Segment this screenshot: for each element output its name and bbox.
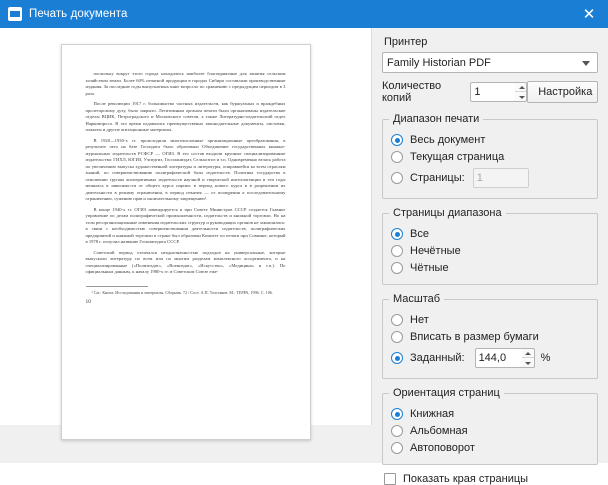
radio-label: Альбомная	[410, 425, 468, 437]
settings-pane	[372, 28, 608, 485]
preview-page-number: 10	[85, 298, 91, 305]
preview-footnote: ¹ См.: Книга: Исследования и материалы. Сборник. 72 / Сост. А.П. Толстяков. М.: ТЕРРА, 1996. С. 106.	[91, 289, 273, 295]
window-title: Печать документа	[29, 8, 128, 20]
radio-dot-icon	[391, 262, 403, 274]
range-pages-group	[382, 207, 598, 285]
printer-select-wrap	[382, 52, 598, 73]
preview-paragraph: Советский период отличался неоднозначностью подходов на универсальные, которые выпускали литературу по всем или по многим разделам комплексного ассортимента, и на специализированные («Политиздат», «Воениздат», «Искусство», «Медицина» и т.п.). По официальным данным, к началу 1980-х гг. в Советском Союзе еже-	[85, 249, 286, 275]
radio-dot-icon	[391, 425, 403, 437]
copies-label: Количество копий	[382, 80, 442, 104]
preview-paragraph: В 1920—1930-х гг. происходили многочисленные организационные преобразования, в результате чего на базе Госиздата было образовано Объединение государственных книжно-журнальных издательств РСФСР — ОГИЗ. В его состав входили крупные специализированные издательства: ГИХЛ, ЮГИЗ, Учпедгиз, Госпланиздат, Сельхозгиз и т.п. Одновременно велась работа по увеличению выпуска художественной литературы и литературы, опиравшейся ко всем отраслям знаний, по совершенствованию полиграфической базы издательств. Политика государства в отношении группы кооперативных издательств научной и творческой интеллигенции и эти годы менялась в зависимости от общего курса партии: в период нового курса и в разрешении их деятельности в режиму ограничения, в период изъятия — от поощрения к последовательному ограничению, сужению прав и окончательному запрещению¹.	[85, 137, 286, 202]
radio-label: Автоповорот	[410, 442, 475, 454]
radio-dot-icon	[391, 134, 403, 146]
footnote-divider	[86, 286, 148, 287]
orientation-label: Ориентация страниц	[393, 387, 500, 399]
show-page-edges-checkbox[interactable]	[384, 473, 598, 485]
radio-label: Нечётные	[410, 245, 461, 257]
radio-dot-icon	[391, 314, 403, 326]
page-range-input[interactable]	[473, 168, 529, 188]
preview-paragraph: После революции 1917 г. большинство частных издательств, как буржуазных и враждебных пролетарскому духу, было закрыто. Легитимным органом печати были организованы издательские отделы ВЦИК, Петроградского и Московского советов, а также Литературно-издательский отдел Наркомпроса. В это время издавались преимущественно законодательные документы, листовки, плакаты и другие агитационные материалы.	[85, 101, 286, 133]
show-page-edges-label: Показать края страницы	[403, 473, 529, 485]
radio-label: Весь документ	[410, 134, 486, 146]
radio-dot-icon	[391, 151, 403, 163]
radio-scale-custom[interactable]	[391, 348, 589, 368]
radio-dot-icon	[391, 352, 403, 364]
radio-odd-pages[interactable]	[391, 245, 589, 257]
checkbox-icon	[384, 473, 396, 485]
radio-label: Нет	[410, 314, 429, 326]
printer-group-label: Принтер	[384, 36, 428, 48]
radio-label: Текущая страница	[410, 151, 505, 163]
document-icon	[8, 7, 22, 21]
radio-scale-fit[interactable]	[391, 331, 589, 343]
radio-label: Страницы:	[410, 172, 465, 184]
radio-label: Заданный:	[410, 352, 465, 364]
radio-current-page[interactable]	[391, 151, 589, 163]
radio-dot-icon	[391, 172, 403, 184]
copies-input[interactable]	[470, 82, 516, 102]
radio-scale-none[interactable]	[391, 314, 589, 326]
radio-all-pages[interactable]	[391, 228, 589, 240]
printer-settings-button[interactable]: Настройка	[527, 81, 598, 103]
preview-page	[61, 44, 311, 440]
copies-stepper[interactable]	[515, 82, 527, 102]
radio-page-range[interactable]	[391, 168, 589, 188]
copies-row	[382, 80, 598, 104]
orientation-group	[382, 387, 598, 465]
radio-landscape[interactable]	[391, 425, 589, 437]
radio-dot-icon	[391, 331, 403, 343]
radio-dot-icon	[391, 442, 403, 454]
title-bar	[0, 0, 608, 28]
radio-autorotate[interactable]	[391, 442, 589, 454]
close-icon[interactable]: ✕	[582, 5, 596, 23]
preview-paragraph: поскольку вокруг этого города находились наиболее благоприятные для занятия сельским хозяйством земли. Более 60% печатной продукции в городах Сибири составляли производственные издания. За последние годы выпускаемых книг возросло по сравнению с предыдущим периодом в 3 раза.	[85, 71, 286, 96]
radio-dot-icon	[391, 228, 403, 240]
scale-label: Масштаб	[393, 293, 441, 305]
radio-dot-icon	[391, 408, 403, 420]
radio-label: Вписать в размер бумаги	[410, 331, 539, 343]
radio-even-pages[interactable]	[391, 262, 589, 274]
preview-paragraph: В конце 1940-х гг. ОГИЗ ликвидируется и при Совете Министров СССР создается Главное управление по делам полиграфической промышленности, издательств и книжной торговли. Но на этом ресорганизационные изменения издательских структур и руководящих органов не закончились: в связи с необходимостью совершенствования деятельности издательств, полиграфических предприятий и книжной торговли в стране был образован Комитет по печати при Совмине, который в 1978 г. получил название Госкомиздата СССР.	[85, 206, 286, 245]
radio-dot-icon	[391, 245, 403, 257]
printer-select[interactable]	[382, 52, 598, 73]
radio-label: Все	[410, 228, 429, 240]
print-preview-pane[interactable]	[0, 28, 372, 425]
radio-label: Книжная	[410, 408, 455, 420]
scale-stepper[interactable]	[522, 348, 535, 368]
scale-group	[382, 293, 598, 379]
scale-unit-label: %	[540, 352, 551, 364]
scale-value-input[interactable]	[475, 348, 523, 368]
dialog-body	[0, 28, 608, 485]
print-range-group	[382, 113, 598, 199]
radio-label: Чётные	[410, 262, 449, 274]
range-pages-label: Страницы диапазона	[393, 207, 502, 219]
radio-whole-document[interactable]	[391, 134, 589, 146]
radio-portrait[interactable]	[391, 408, 589, 420]
print-range-label: Диапазон печати	[393, 113, 480, 125]
